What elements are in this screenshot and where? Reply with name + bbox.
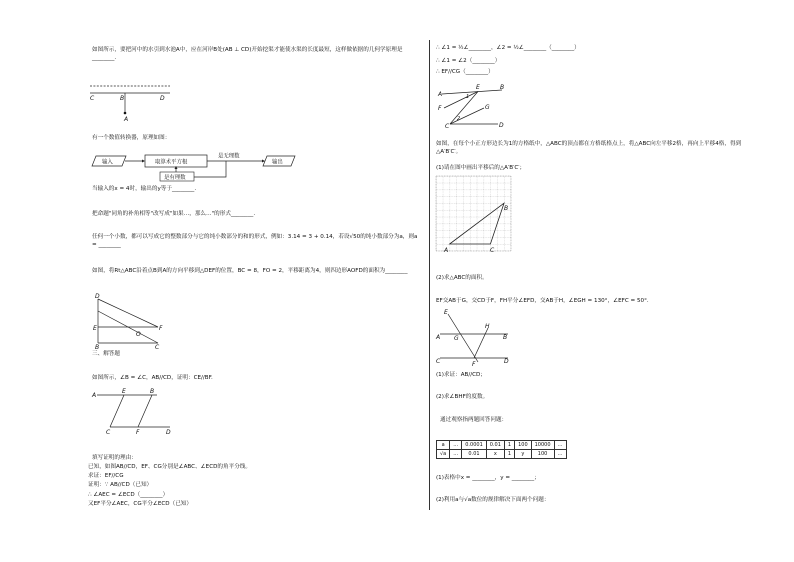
label-g: G <box>454 335 459 342</box>
flow-check: 是无理数 <box>218 153 240 160</box>
label-c: C <box>445 123 450 130</box>
table-cell: x <box>486 450 504 459</box>
question-converter: 有一个数值转换器，原理如图： <box>92 135 171 141</box>
label-b: B <box>95 344 100 351</box>
table-cell: a <box>437 441 450 450</box>
label-d: D <box>166 429 171 436</box>
label-f: F <box>159 325 163 332</box>
label-d: D <box>95 293 100 300</box>
flow-process: 取算术平方根 <box>155 159 188 166</box>
label-g: G <box>485 104 490 111</box>
label-a: A <box>436 334 441 341</box>
proof-step6: ∴ EF//CG（________） <box>436 69 494 75</box>
label-e: E <box>93 325 97 332</box>
label-a: A <box>438 91 443 98</box>
table-cell: 100 <box>515 441 532 450</box>
label-b: B <box>120 95 125 102</box>
proof-step3: 又EF平分∠AEC，CG平分∠ECD（已知） <box>88 501 192 507</box>
angle-figure <box>438 82 508 128</box>
proof-title: 填写证明的理由： <box>92 455 137 461</box>
proof-given: 已知，如图AB//CD，EF、CG分别是∠ABC、∠ECD的角平分线。 <box>88 464 251 470</box>
proof-step1: 证明：∵ AB//CD（已知） <box>88 482 153 488</box>
table-cell: … <box>554 441 566 450</box>
parallelogram-figure <box>92 387 174 435</box>
label-h: H <box>485 323 490 330</box>
label-c: C <box>155 344 160 351</box>
question-table: 通过观察指两题回答问题： <box>440 417 508 423</box>
table-cell: y <box>515 450 532 459</box>
question-grid-part2: (2)求△ABC的面积。 <box>436 275 488 281</box>
flow-input: 输入 <box>102 159 113 166</box>
label-b: B <box>500 84 505 91</box>
section-heading: 三、解答题 <box>92 351 120 357</box>
label-e: E <box>444 309 448 316</box>
table-cell: 1 <box>504 441 514 450</box>
label-a: A <box>92 392 97 399</box>
question-grid: 如图，在每个小正方形边长为1的方格纸中，△ABC的顶点都在方格纸格点上，将△ABC向左平移2格，再向上平移4格，得到△A′B′C′。 <box>436 141 742 155</box>
question-translation: 如图，将Rt△ABC沿着点B到A的方向平移到△DEF的位置，BC = 8，FO = 2，平移距离为4，则四边形AOFD的面积为________ <box>92 268 408 274</box>
label-b: B <box>150 388 155 395</box>
label-d: D <box>160 95 165 102</box>
grid-figure <box>436 176 516 256</box>
table-cell: 0.01 <box>462 450 487 459</box>
label-angle-1: 1 <box>466 94 470 100</box>
table-cell: … <box>554 450 566 459</box>
table-cell: 10000 <box>531 441 554 450</box>
label-a: A <box>124 116 129 123</box>
label-f: F <box>136 429 140 436</box>
question-table-part2: (2)利用a与√a数位的规律解决下面两个问题： <box>436 497 550 503</box>
label-f: F <box>472 361 476 368</box>
question-cross: EF交AB于G，交CD于F，FH平分∠EFD，交AB于H，∠EGH = 130°，∠EFC = 50°. <box>436 298 649 304</box>
label-d: D <box>504 358 509 365</box>
flow-output: 输出 <box>272 159 283 166</box>
table-cell: … <box>450 441 462 450</box>
question-river: 如图所示，要把河中的水引到水池A中，应在河岸B处(AB ⊥ CD)开始挖渠才能使水渠的长度最短，这样做依据的几何学原理是________. <box>92 47 403 61</box>
table-cell: … <box>450 450 462 459</box>
cross-figure <box>436 308 516 368</box>
table-cell: 0.01 <box>486 441 504 450</box>
question-parallel: 如图所示，∠B = ∠C，AB//CD，证明：CE//BF. <box>92 375 213 381</box>
label-f: F <box>438 105 442 112</box>
flow-rational: 是有理数 <box>164 175 186 181</box>
label-angle-2: 2 <box>457 116 461 122</box>
label-c: C <box>490 247 495 254</box>
label-e: E <box>476 84 480 91</box>
proof-step5: ∴ ∠1 = ∠2（________） <box>436 58 501 64</box>
column-divider <box>429 40 430 510</box>
label-o: O <box>136 331 141 338</box>
river-figure <box>88 80 178 122</box>
question-table-part1: (1)表格中x = ________，y = ________； <box>436 475 540 481</box>
value-table <box>436 440 567 459</box>
proof-prove: 求证：EF//CG <box>88 473 124 479</box>
question-converter-input: 当输入的x = 4时，输出的y等于________. <box>92 186 197 192</box>
label-d: D <box>499 122 504 129</box>
label-e: E <box>122 388 126 395</box>
label-c: C <box>90 95 95 102</box>
label-b: B <box>503 334 508 341</box>
table-cell: 0.0001 <box>462 441 487 450</box>
label-c: C <box>106 429 111 436</box>
table-row <box>437 450 567 459</box>
label-c: C <box>436 358 441 365</box>
question-cross-part1: (1)求证：AB//CD； <box>436 372 486 378</box>
label-b: B <box>504 205 509 212</box>
label-a: A <box>444 247 449 254</box>
question-decimal: 任何一个小数，都可以写成它的整数部分与它的纯小数部分的和的形式，例如：3.14 = 3 + 0.14，若设√50的纯小数部分为a，则a = ________ <box>92 234 418 248</box>
translation-figure <box>92 292 170 350</box>
question-proposition: 把命题"同角的补角相等"改写成"如果…，那么…"的形式________. <box>92 211 256 217</box>
table-cell: √a <box>437 450 450 459</box>
table-cell: 100 <box>531 450 554 459</box>
question-cross-part2: (2)求∠BHF的度数。 <box>436 394 489 400</box>
question-grid-part1: (1)请在图中画出平移后的△A′B′C′； <box>436 165 526 171</box>
proof-step4: ∴ ∠1 = ½∠________，∠2 = ½∠________（________） <box>436 45 580 51</box>
proof-step2: ∴ ∠AEC = ∠ECD（________） <box>88 492 169 498</box>
flowchart <box>92 148 297 182</box>
table-row <box>437 441 567 450</box>
table-cell: 1 <box>504 450 514 459</box>
